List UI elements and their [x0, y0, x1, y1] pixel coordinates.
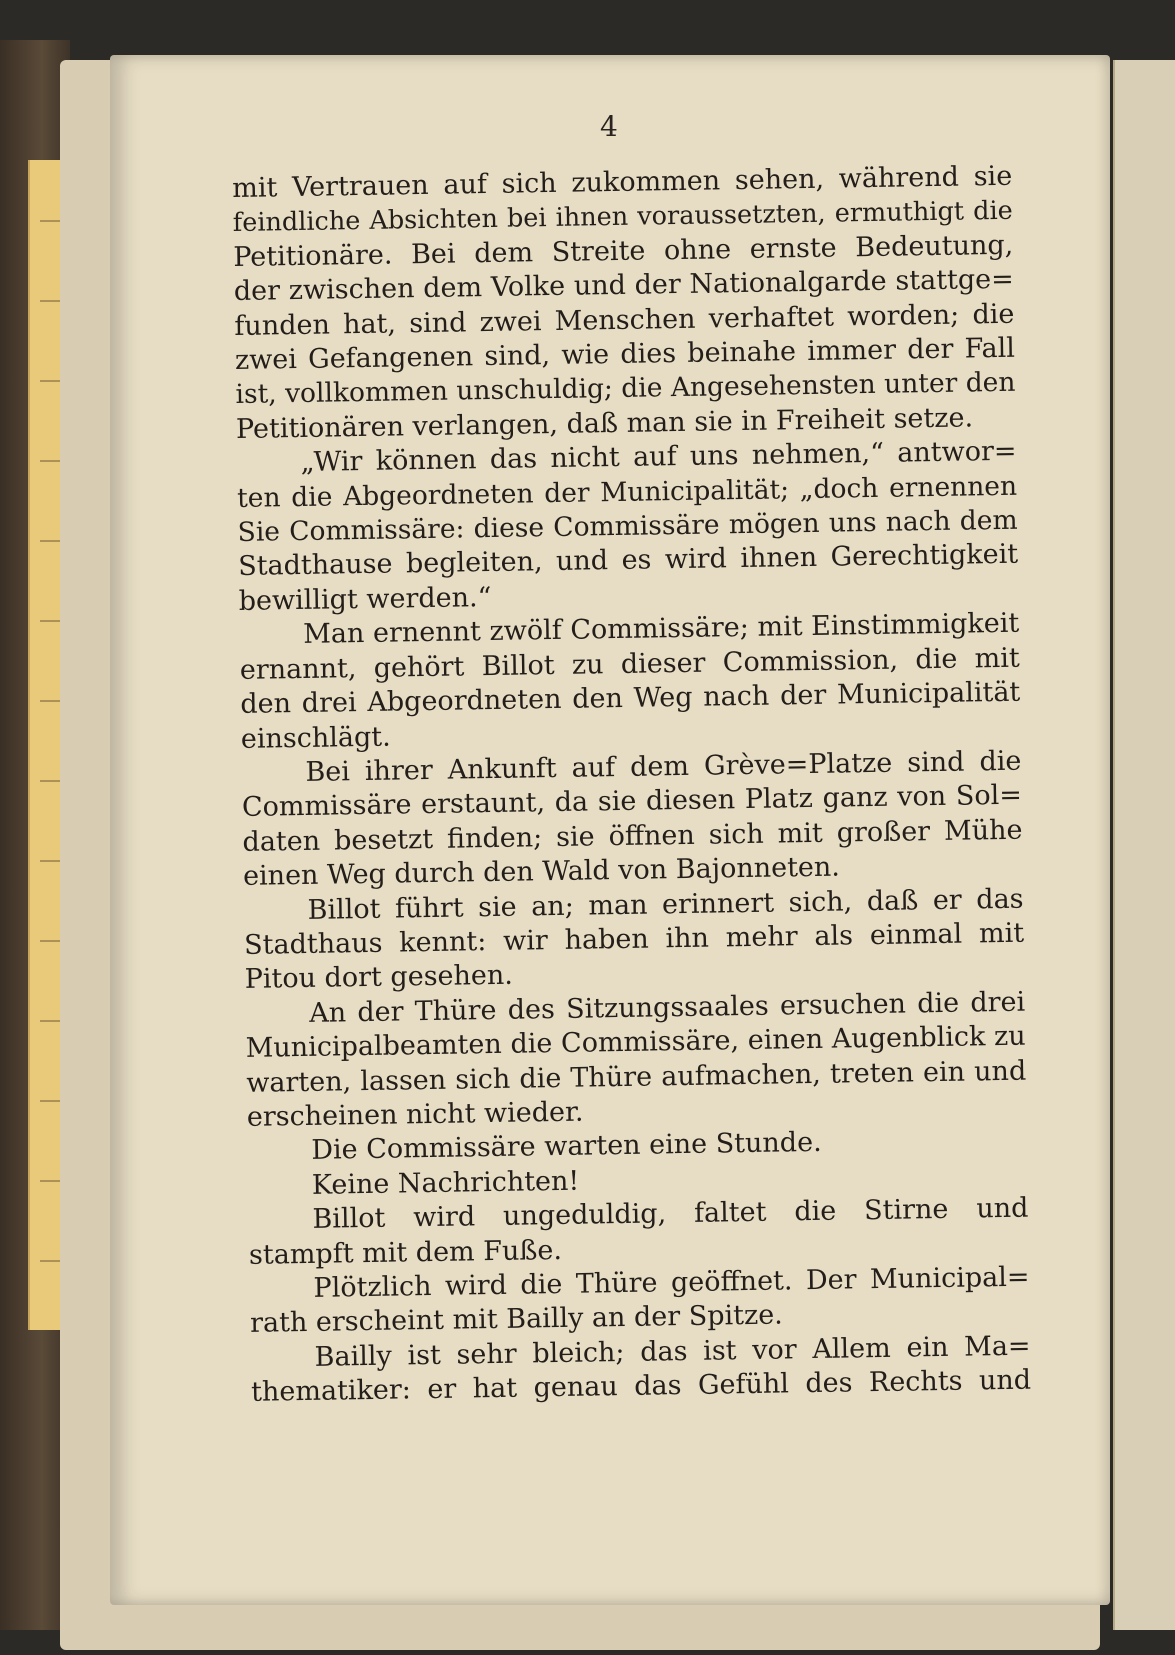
text-line: warten, lassen sich die Thüre aufmachen, treten ein und: [246, 1055, 1027, 1099]
text-line: rath erscheint mit Bailly an der Spitze.: [249, 1299, 784, 1340]
page-text: [232, 160, 1031, 1411]
text-line: erscheinen nicht wieder.: [246, 1096, 584, 1133]
text-line: Bei ihrer Ankunft auf dem Grève=Platze sind die: [305, 745, 1022, 788]
text-line: An der Thüre des Sitzungssaales ersuchen die drei: [308, 986, 1026, 1029]
text-line: Petitionären verlangen, daß man sie in Freiheit setze.: [235, 402, 974, 445]
text-line: daten besetzt finden; sie öffnen sich mit großer Mühe: [242, 814, 1023, 858]
text-line: stampft mit dem Fuße.: [248, 1234, 563, 1271]
text-line: Billot wird ungeduldig, faltet die Stirne und: [312, 1192, 1029, 1236]
text-line: Commissäre erstaunt, da sie diesen Platz ganz von Sol=: [241, 779, 1023, 824]
text-line: „Wir können das nicht auf uns nehmen,“ antwor=: [300, 435, 1017, 479]
text-line: Stadthause begleiten, und es wird ihnen Gerechtigkeit: [237, 539, 1019, 583]
text-line: Bailly ist sehr bleich; das ist vor Allem ein Ma=: [314, 1330, 1031, 1373]
text-line: Stadthaus kennt: wir haben ihn mehr als einmal mit: [243, 917, 1025, 961]
text-line: Municipalbeamten die Commissäre, einen Augenblick zu: [245, 1020, 1026, 1065]
text-line: Pitou dort gesehen.: [244, 960, 514, 996]
text-line: Sie Commissäre: diese Commissäre mögen uns nach dem: [237, 504, 1018, 549]
text-line: ten die Abgeordneten der Municipalität; „doch ernennen: [236, 470, 1018, 514]
text-line: ernannt, gehört Billot zu dieser Commission, die mit: [239, 642, 1020, 686]
text-line: Petitionäre. Bei dem Streite ohne ernste Bedeutung,: [233, 229, 1014, 273]
text-line: einschlägt.: [240, 721, 391, 755]
text-line: Plötzlich wird die Thüre geöffnet. Der Municipal=: [313, 1261, 1030, 1304]
page-number: 4: [600, 110, 618, 143]
text-line: thematiker: er hat genau das Gefühl des Rechts und: [250, 1364, 1032, 1409]
text-line: feindliche Absichten bei ihnen voraussetzten, ermuthigt die: [232, 196, 1013, 239]
text-line: mit Vertrauen auf sich zukommen sehen, während sie: [232, 160, 1013, 204]
text-line: Keine Nachrichten!: [311, 1165, 580, 1201]
text-line: zwei Gefangenen sind, wie dies beinahe immer der Fall: [234, 332, 1016, 377]
text-line: Man ernennt zwölf Commissäre; mit Einstimmigkeit: [303, 607, 1020, 651]
text-line: ist, vollkommen unschuldig; die Angesehensten unter den: [235, 367, 1016, 411]
text-line: einen Weg durch den Wald von Bajonneten.: [242, 851, 841, 893]
text-line: der zwischen dem Volke und der Nationalgarde stattge=: [233, 263, 1015, 308]
text-line: den drei Abgeordneten den Weg nach der Municipalität: [240, 676, 1021, 721]
text-line: Die Commissäre warten eine Stunde.: [311, 1127, 822, 1167]
text-line: bewilligt werden.“: [238, 581, 492, 617]
text-line: Billot führt sie an; man erinnert sich, daß er das: [307, 883, 1024, 926]
facing-page-edge: [1113, 60, 1175, 1630]
text-line: funden hat, sind zwei Menschen verhaftet worden; die: [234, 298, 1015, 342]
